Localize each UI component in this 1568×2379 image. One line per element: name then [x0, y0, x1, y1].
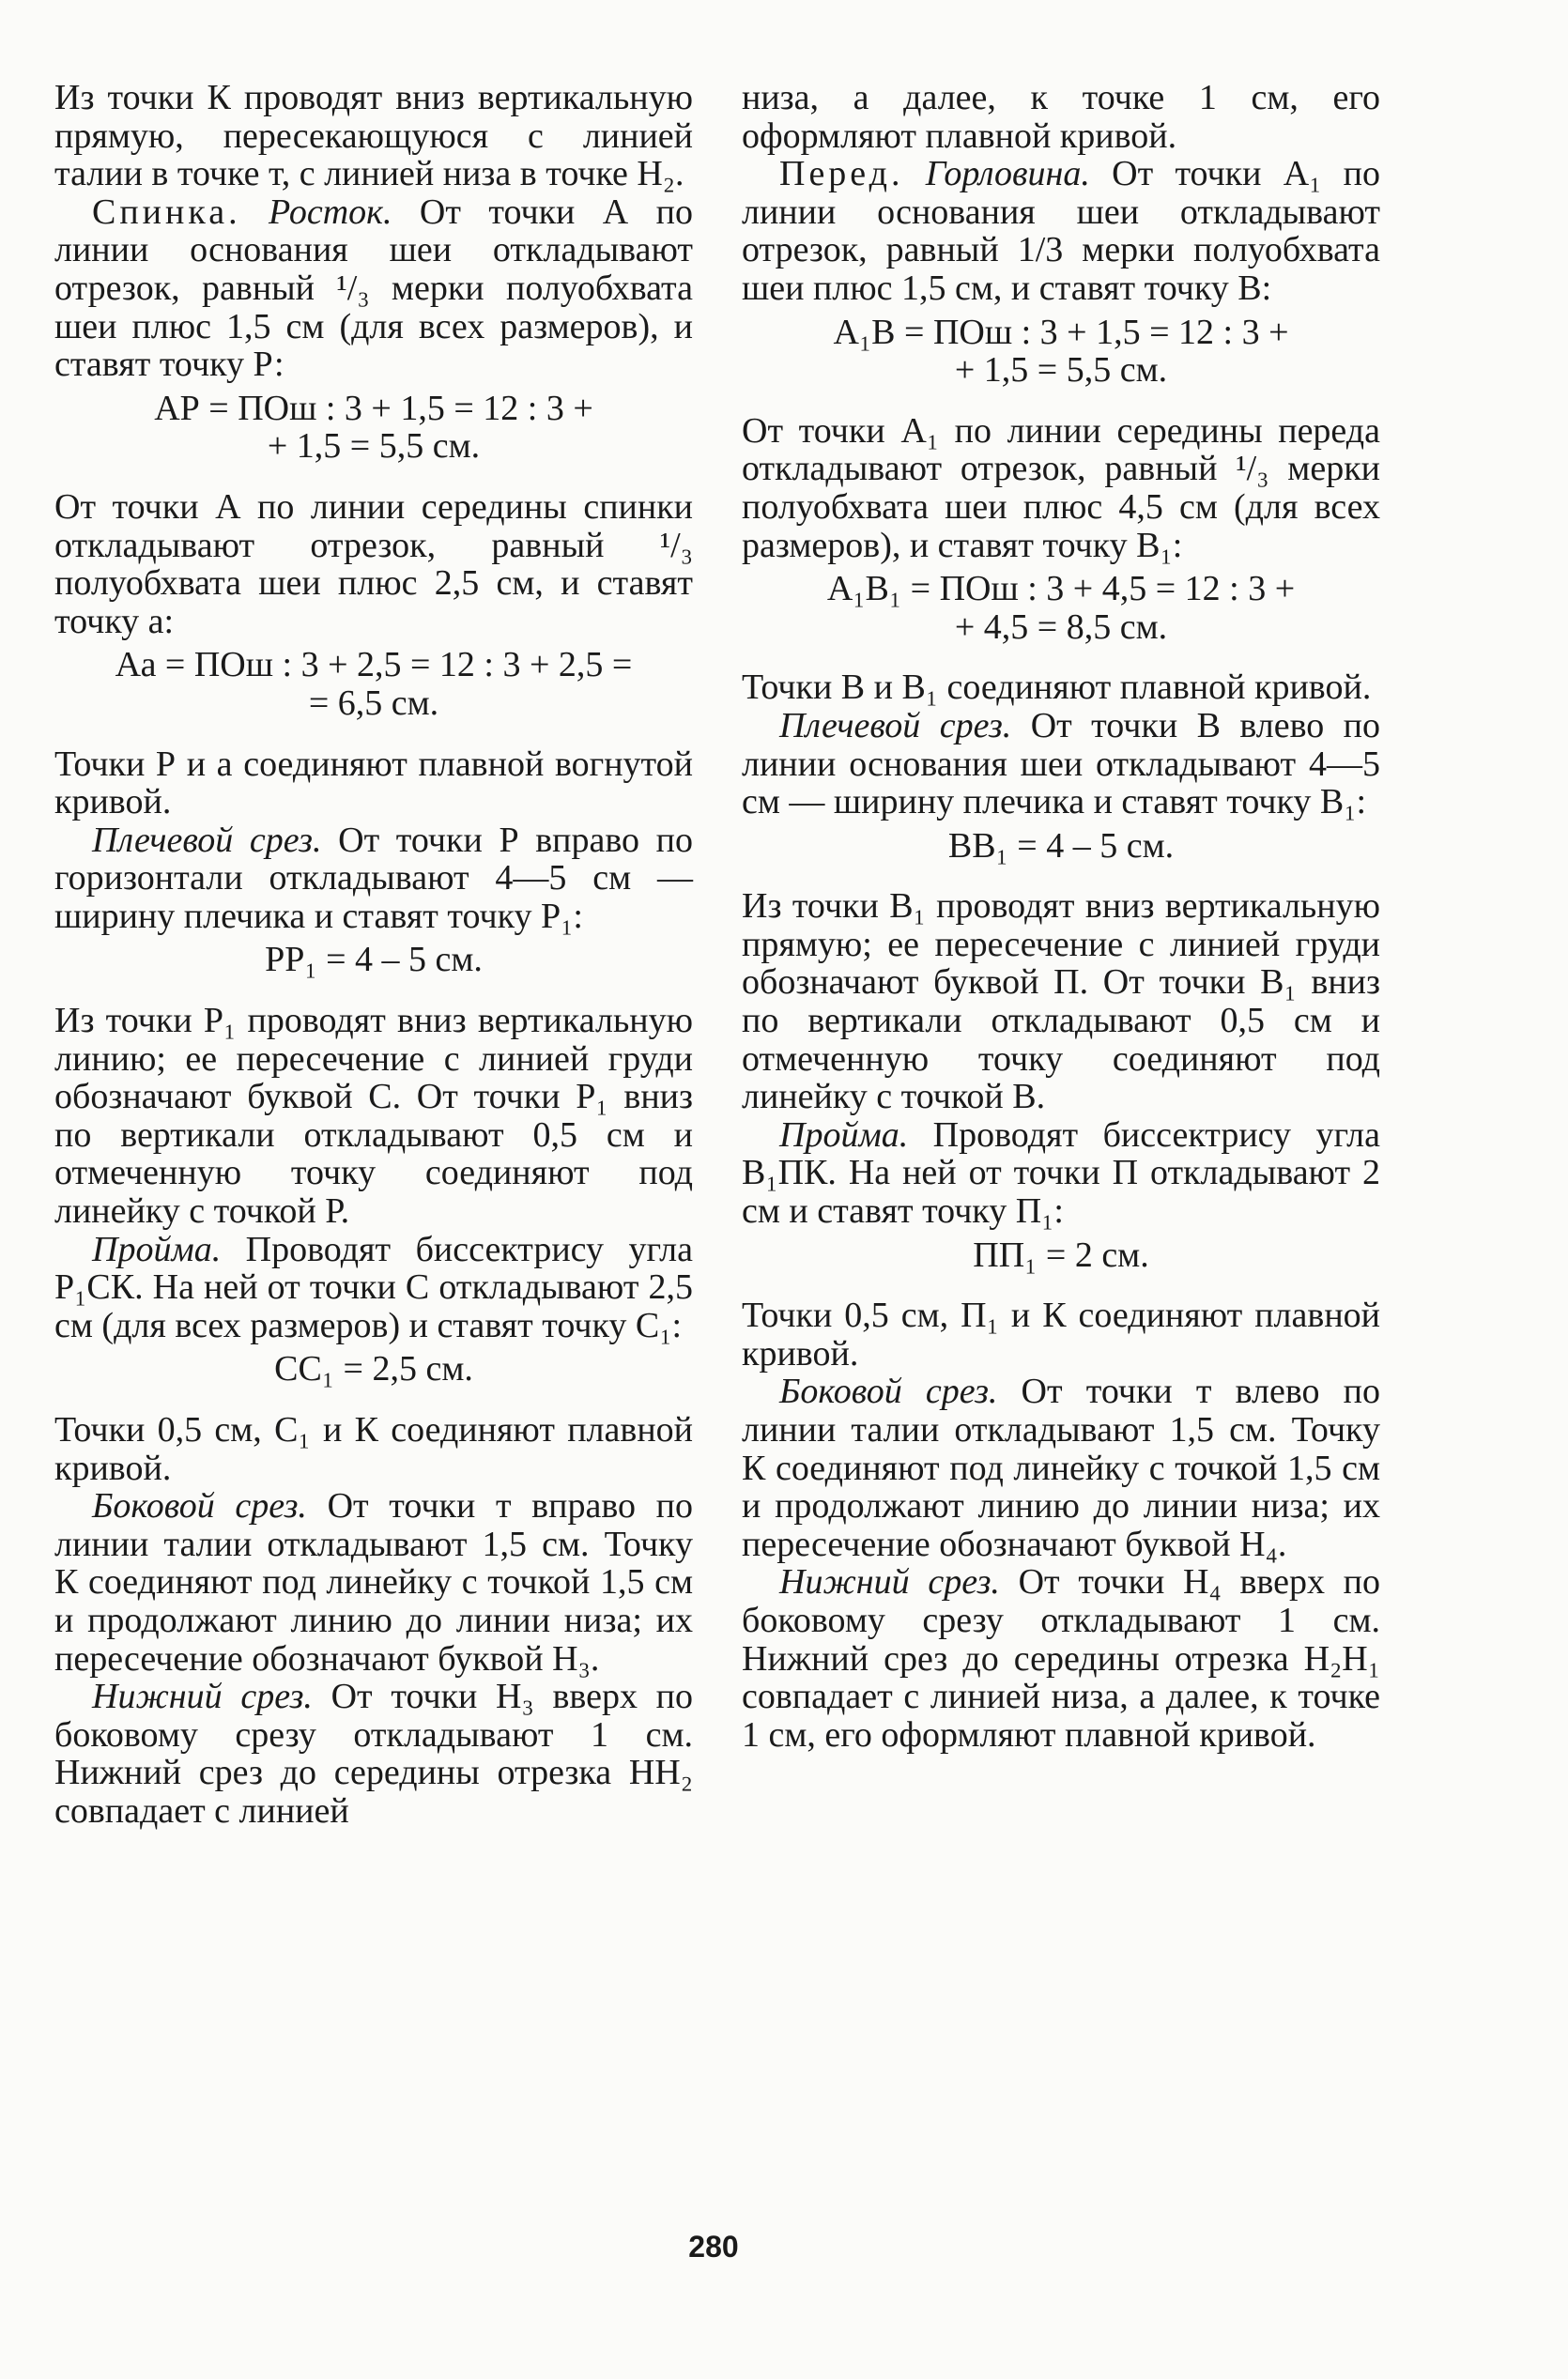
paragraph: низа, а далее, к точке 1 см, его оформляют плавной кривой. [742, 78, 1380, 156]
formula [54, 646, 693, 722]
paragraph: Точки В и В₁ соединяют плавной кривой. [742, 668, 1372, 708]
paragraph [54, 821, 693, 936]
paragraph [742, 707, 1380, 821]
subsection-heading: Пройма. [779, 1114, 909, 1155]
formula [54, 390, 693, 466]
paragraph: Из точки К проводят вниз вертикальную прямую, пересекающуюся с линией талии в точке т, с линией низа в точке Н₂. [54, 78, 693, 194]
paragraph: Точки 0,5 см, С₁ и К соединяют плавной кривой. [54, 1410, 693, 1488]
paragraph: От точки А₁ по линии середины переда откладывают отрезок, равный ¹/₃ мерки полуобхвата шеи плюс 4,5 см (для всех размеров), и ставят точку В₁: [742, 410, 1380, 565]
formula-line: А₁В = ПОш : 3 + 1,5 = 12 : 3 + [833, 312, 1289, 352]
section-heading: Перед. [779, 154, 904, 194]
paragraph-text: От точки Н₄ вверх по боковому срезу откладывают 1 см. Нижний срез до середины отрезка Н₂Н₁ совпадает с линией низа, а далее, к точке 1 см, его оформляют плавной кривой. [742, 1562, 1380, 1755]
formula [742, 314, 1380, 390]
subsection-heading: Плечевой срез. [92, 820, 322, 860]
paragraph [742, 1563, 1380, 1754]
section-heading: Спинка. [92, 192, 241, 232]
paragraph: Точки Р и а соединяют плавной вогнутой кривой. [54, 744, 693, 822]
paragraph-text: От точки А₁ по линии основания шеи откладывают отрезок, равный 1/3 мерки полуобхвата шеи плюс 1,5 см, и ставят точку В: [742, 154, 1381, 308]
paragraph: Точки 0,5 см, П₁ и К соединяют плавной кривой. [742, 1296, 1380, 1374]
subsection-heading: Нижний срез. [92, 1677, 313, 1717]
formula [54, 1350, 693, 1389]
formula-line: + 4,5 = 8,5 см. [954, 606, 1168, 647]
formula-line: А₁В₁ = ПОш : 3 + 4,5 = 12 : 3 + [826, 569, 1296, 609]
paragraph-text: Проводят биссектрису угла В₁ПК. На ней от точки П откладывают 2 см и ставят точку П₁: [742, 1114, 1380, 1232]
subsection-heading: Пройма. [92, 1229, 222, 1269]
paragraph: Из точки В₁ проводят вниз вертикальную прямую; ее пересечение с линией груди обозначают буквой П. От точки В₁ вниз по вертикали откладывают 0,5 см и отмеченную точку соединяют под линейку с точкой В. [742, 886, 1380, 1117]
subsection-heading: Нижний срез. [779, 1562, 1000, 1603]
formula-line: ПП₁ = 2 см. [973, 1235, 1149, 1275]
paragraph-text: Проводят биссектрису угла Р₁СК. На ней от точки С откладывают 2,5 см (для всех размеров) и ставят точку С₁: [54, 1229, 693, 1345]
paragraph [742, 1373, 1380, 1563]
formula [54, 941, 693, 979]
formula-line: = 6,5 см. [308, 683, 439, 723]
formula-line: + 1,5 = 5,5 см. [954, 350, 1168, 391]
paragraph-text: От точки т вправо по линии талии откладывают 1,5 см. Точку К соединяют под линейку с точкой 1,5 см и продолжают линию до линии низа; их пересечение обозначают буквой Н₃. [54, 1486, 693, 1679]
formula [742, 570, 1380, 646]
formula [742, 1236, 1380, 1275]
subsection-heading: Плечевой срез. [779, 705, 1012, 745]
paragraph [54, 1231, 693, 1345]
subsection-heading: Боковой срез. [92, 1486, 307, 1527]
paragraph: Из точки Р₁ проводят вниз вертикальную линию; ее пересечение с линией груди обозначают буквой С. От точки Р₁ вниз по вертикали откладывают 0,5 см и отмеченную точку соединяют под линейку с точкой Р. [54, 1001, 693, 1232]
paragraph-text: От точки Н₃ вверх по боковому срезу откладывают 1 см. Нижний срез до середины отрезка НН₂ совпадает с линией [54, 1677, 693, 1831]
paragraph: От точки А по линии середины спинки откладывают отрезок, равный ¹/₃ полуобхвата шеи плюс 2,5 см, и ставят точку а: [54, 486, 693, 641]
formula-line: АР = ПОш : 3 + 1,5 = 12 : 3 + [154, 388, 593, 428]
formula [742, 827, 1380, 866]
left-column [54, 79, 693, 1831]
paragraph [54, 1487, 693, 1678]
paragraph-text: От точки А по линии основания шеи откладывают отрезок, равный ¹/₃ мерки полуобхвата шеи плюс 1,5 см (для всех размеров), и ставят точку Р: [54, 192, 694, 385]
formula-line: + 1,5 = 5,5 см. [267, 426, 481, 467]
paragraph-text: От точки В влево по линии основания шеи откладывают 4—5 см — ширину плечика и ставят точку В₁: [742, 705, 1381, 822]
formula-line: РР₁ = 4 – 5 см. [265, 940, 483, 980]
formula-line: ВВ₁ = 4 – 5 см. [947, 825, 1175, 866]
paragraph [742, 1116, 1380, 1231]
formula-line: Аа = ПОш : 3 + 2,5 = 12 : 3 + 2,5 = [115, 645, 633, 685]
paragraph-text: От точки т влево по линии талии откладывают 1,5 см. Точку К соединяют под линейку с точкой 1,5 см и продолжают линию до линии низа; их пересечение обозначают буквой Н₄. [742, 1372, 1381, 1564]
paragraph [54, 193, 693, 384]
subsection-heading: Горловина. [925, 154, 1090, 194]
formula-line: СС₁ = 2,5 см. [274, 1349, 473, 1389]
subsection-heading: Боковой срез. [779, 1372, 998, 1412]
paragraph [742, 155, 1380, 307]
right-column [742, 79, 1380, 1754]
paragraph-text: От точки Р вправо по горизонтали откладывают 4—5 см — ширину плечика и ставят точку Р₁: [54, 820, 693, 936]
page-number: 280 [688, 2230, 739, 2264]
subsection-heading: Росток. [269, 192, 392, 232]
paragraph [54, 1678, 693, 1830]
